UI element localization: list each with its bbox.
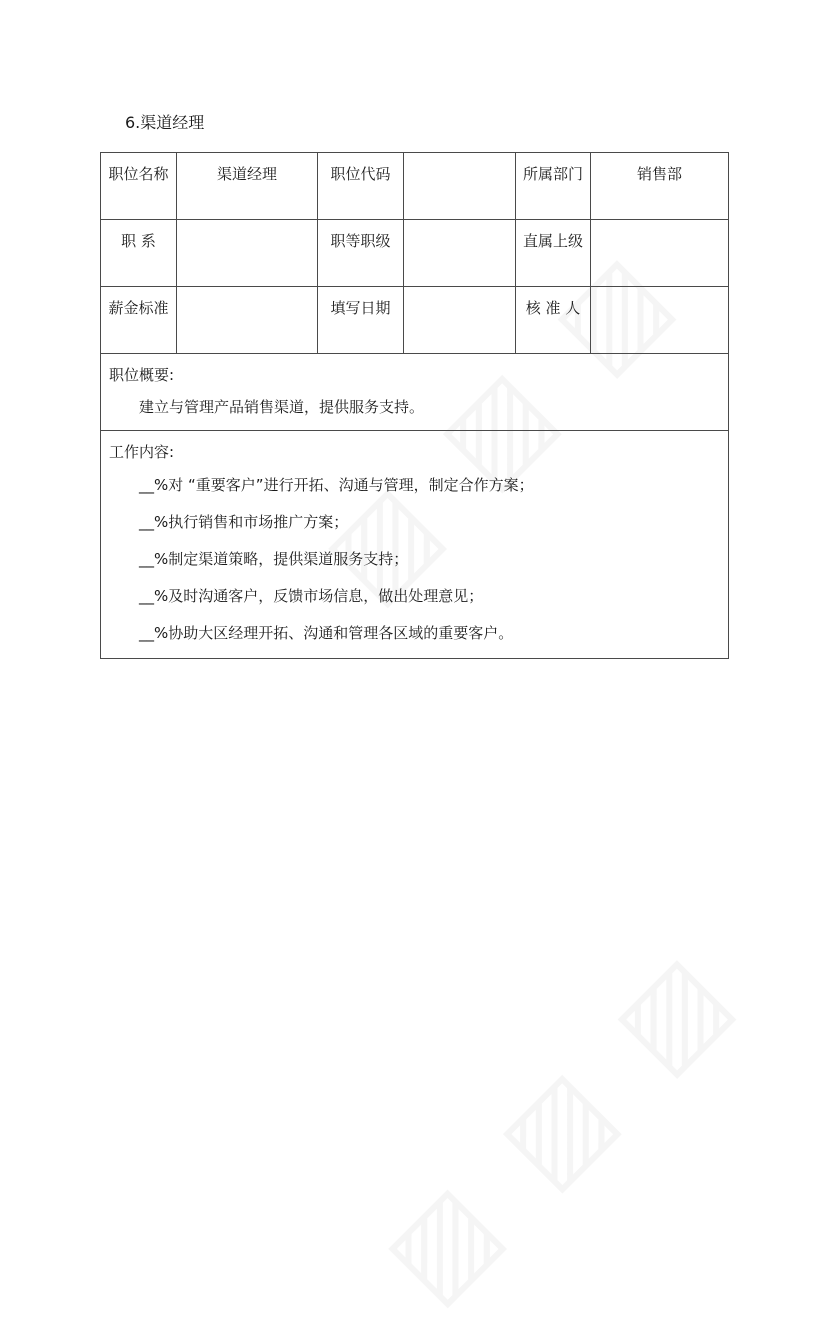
position-code-label: 职位代码 [318,153,404,220]
job-description-table [100,152,729,659]
department-value: 销售部 [591,153,729,220]
direct-superior-value [591,220,729,287]
salary-standard-value [177,287,318,354]
direct-superior-label: 直属上级 [516,220,591,287]
job-family-value [177,220,318,287]
table-row [101,153,729,220]
summary-row [101,354,729,431]
work-content-title: 工作内容: [109,443,175,461]
watermark [359,924,759,1324]
fill-date-value [404,287,516,354]
work-item: __%协助大区经理开拓、沟通和管理各区域的重要客户。 [139,624,514,642]
salary-standard-label: 薪金标准 [101,287,177,354]
position-code-value [404,153,516,220]
work-item: __%执行销售和市场推广方案； [139,513,349,531]
work-content-cell [101,431,729,659]
work-item: __%对 “重要客户”进行开拓、沟通与管理，制定合作方案； [139,476,534,494]
approver-value [591,287,729,354]
summary-text: 建立与管理产品销售渠道，提供服务支持。 [139,398,425,416]
job-grade-value [404,220,516,287]
work-item: __%及时沟通客户，反馈市场信息，做出处理意见； [139,587,484,605]
position-name-value: 渠道经理 [177,153,318,220]
approver-label: 核 准 人 [516,287,591,354]
fill-date-label: 填写日期 [318,287,404,354]
work-item: __%制定渠道策略，提供渠道服务支持； [139,550,409,568]
summary-cell [101,354,729,431]
work-content-row [101,431,729,659]
job-family-label: 职 系 [101,220,177,287]
job-grade-label: 职等职级 [318,220,404,287]
summary-title: 职位概要: [109,366,175,384]
section-title: 6.渠道经理 [125,113,205,132]
table-row [101,287,729,354]
table-row [101,220,729,287]
department-label: 所属部门 [516,153,591,220]
position-name-label: 职位名称 [101,153,177,220]
